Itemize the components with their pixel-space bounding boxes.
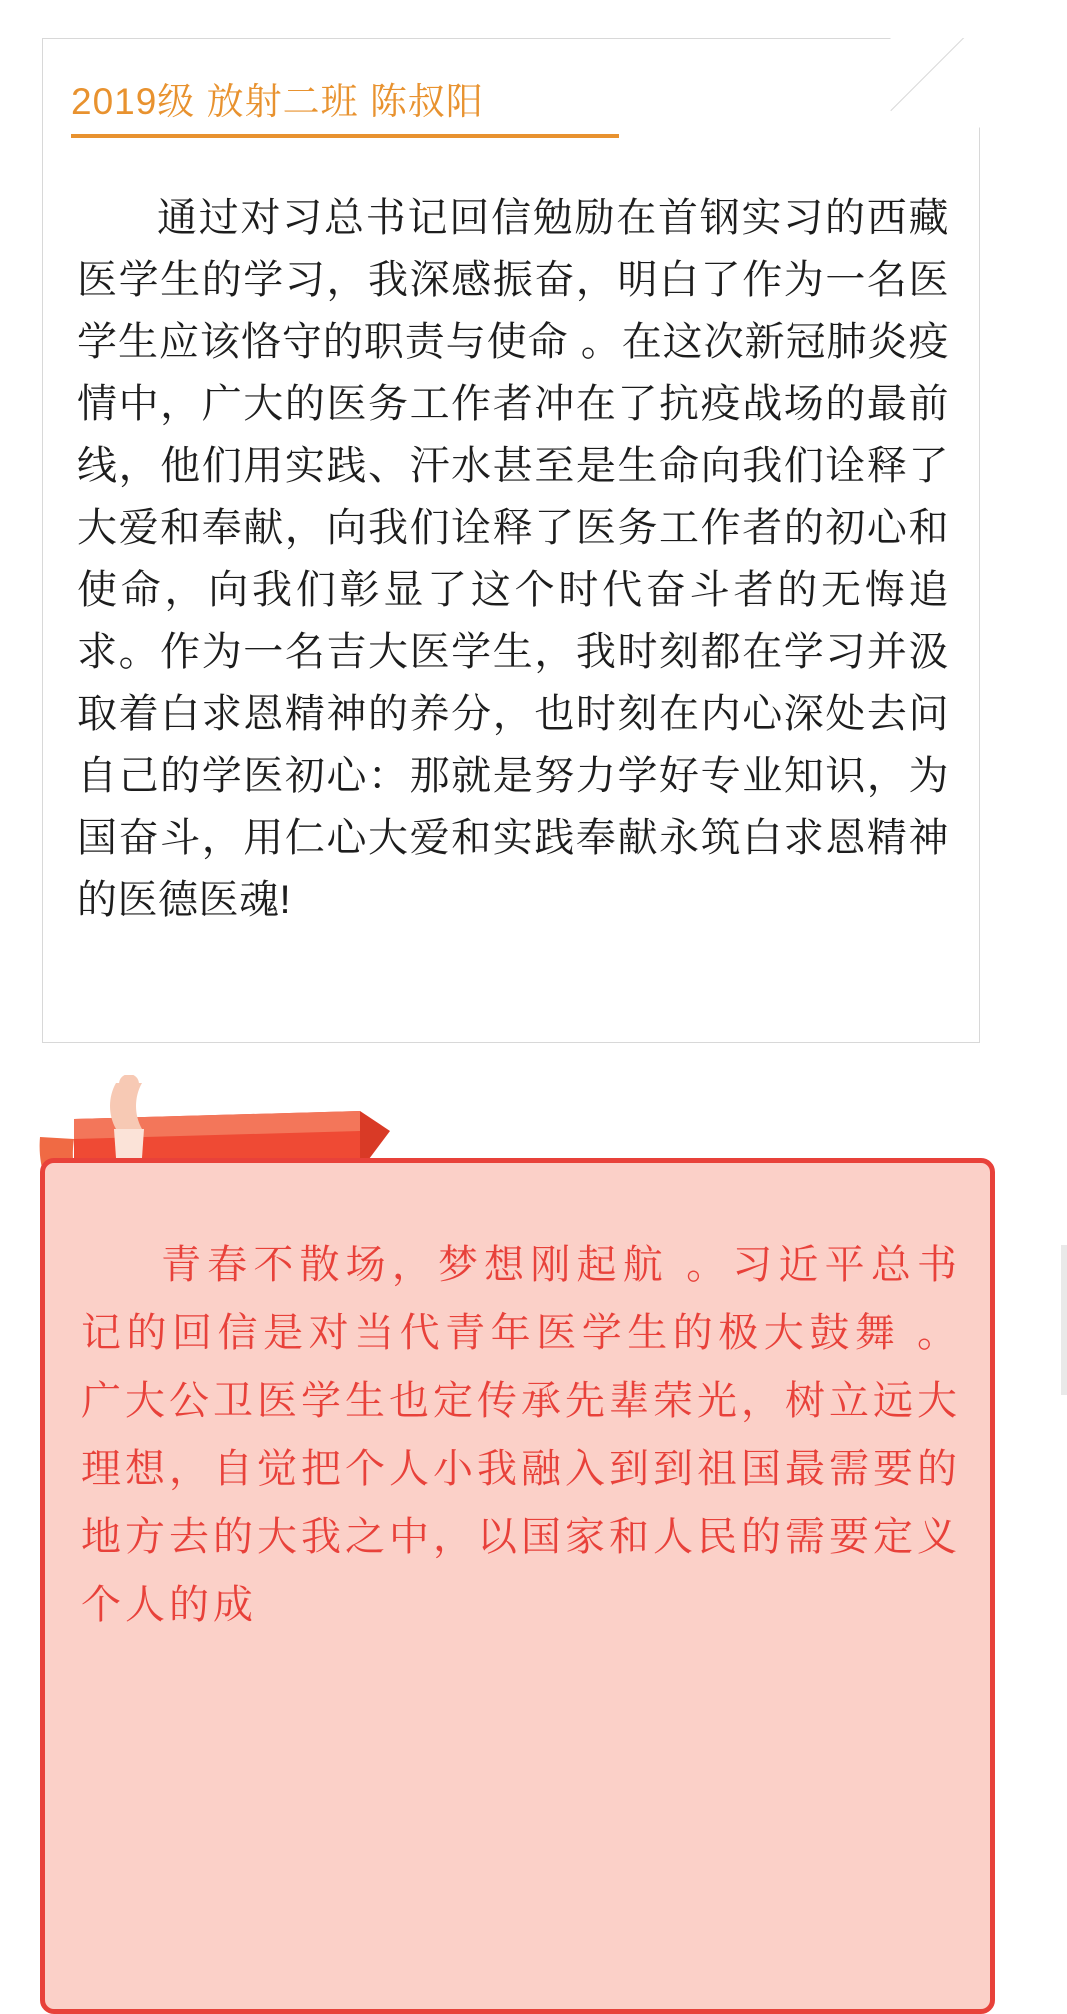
quote-card xyxy=(40,1158,995,2014)
title-underline-rule xyxy=(71,134,619,138)
card-body-text: 通过对习总书记回信勉励在首钢实习的西藏医学生的学习，我深感振奋，明白了作为一名医学生应该恪守的职责与使命 。在这次新冠肺炎疫情中，广大的医务工作者冲在了抗疫战场的最前线，他们用实践、汗水甚至是生命向我们诠释了大爱和奉献，向我们诠释了医务工作者的初心和使命，向我们彰显了这个时代奋斗者的无悔追求。作为一名吉大医学生，我时刻都在学习并汲取着白求恩精神的养分，也时刻在内心深处去问自己的学医初心：那就是努力学好专业知识，为国奋斗，用仁心大爱和实践奉献永筑白求恩精神的医德医魂! xyxy=(77,196,949,922)
card-title: 2019级 放射二班 陈叔阳 xyxy=(71,81,484,122)
quote-card-body-text: 青春不散场，梦想刚起航 。习近平总书记的回信是对当代青年医学生的极大鼓舞 。广大公卫医学生也定传承先辈荣光，树立远大理想，自觉把个人小我融入到到祖国最需要的地方去的大我之中，以国家和人民的需要定义个人的成 xyxy=(81,1243,961,1627)
page-edge-sliver xyxy=(1061,1245,1067,1395)
testimonial-card xyxy=(42,38,980,1043)
folded-corner-decoration xyxy=(890,38,980,128)
